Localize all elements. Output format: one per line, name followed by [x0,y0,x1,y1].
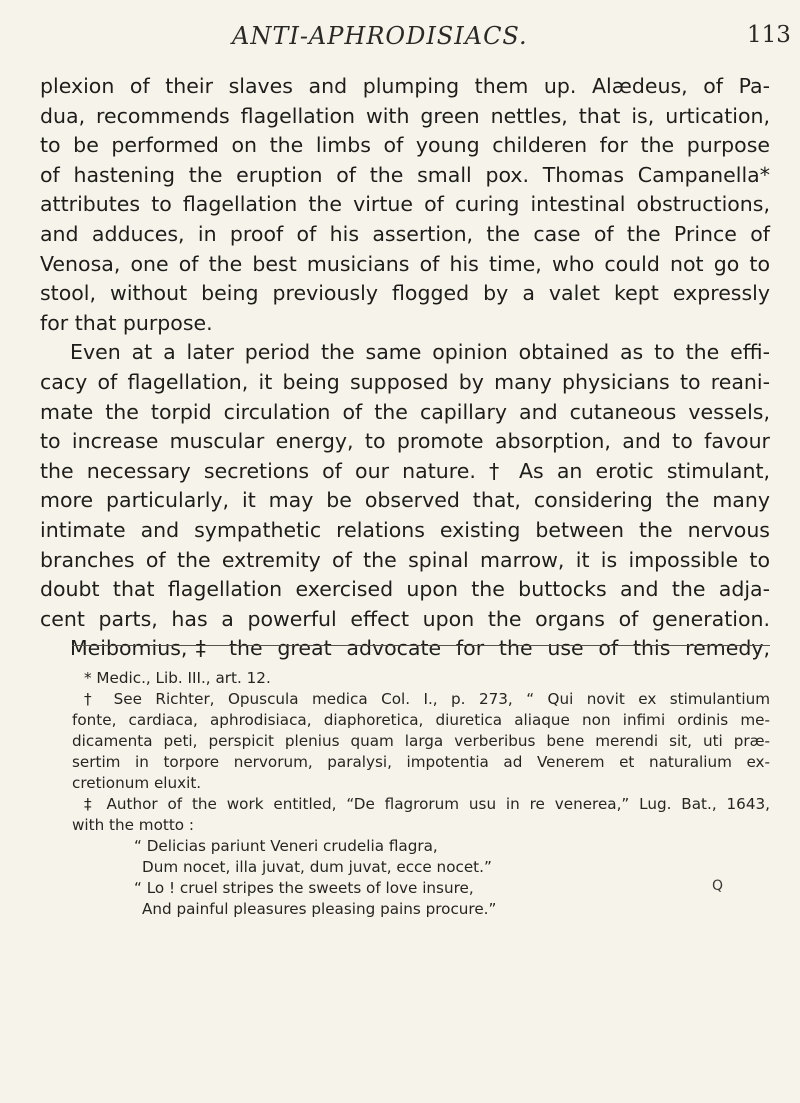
body-line: Venosa, one of the best musicians of his time, who could not go to [40,251,770,276]
footnote-2-line: cretionum eluxit. [72,774,202,792]
body-line: attributes to flagellation the virtue of curing intestinal obstructions, [40,192,770,217]
footnote-3-line: ‡ Author of the work entitled, “De flagrorum usu in re venerea,” Lug. Bat., 1643, [84,795,770,813]
body-line: cacy of flagellation, it being supposed by many physicians to reani- [40,369,770,394]
footnote-divider [72,645,770,646]
body-line: doubt that flagellation exercised upon the buttocks and the adja- [40,577,770,602]
running-title: ANTI-APHRODISIACS. [232,22,528,50]
verse-line: And painful pleasures pleasing pains procure.” [142,900,497,918]
footnote-2-line: † See Richter, Opuscula medica Col. I., p. 273, “ Qui novit ex stimulantium [84,690,770,708]
body-line: cent parts, has a powerful effect upon the organs of generation. [40,606,770,631]
verse-line: “ Lo ! cruel stripes the sweets of love insure, [134,879,474,897]
body-line: the necessary secretions of our nature. † As an erotic stimulant, [40,458,770,483]
body-text [40,72,770,664]
footnotes [72,668,770,920]
body-line: intimate and sympathetic relations existing between the nervous [40,517,770,542]
body-line: branches of the extremity of the spinal marrow, it is impossible to [40,547,770,572]
body-line: to increase muscular energy, to promote absorption, and to favour [40,429,770,454]
verse-line: Dum nocet, illa juvat, dum juvat, ecce nocet.” [142,858,492,876]
body-line: more particularly, it may be observed that, considering the many [40,488,770,513]
signature-mark: Q [712,878,724,894]
verse-line: “ Delicias pariunt Veneri crudelia flagra, [134,837,438,855]
footnote-1: * Medic., Lib. III., art. 12. [84,669,271,687]
footnote-2-line: sertim in torpore nervorum, paralysi, impotentia ad Venerem et naturalium ex- [72,753,770,771]
page-number: 113 [747,22,791,48]
body-line: mate the torpid circulation of the capillary and cutaneous vessels, [40,399,770,424]
footnote-3-line: with the motto : [72,816,195,834]
body-line: for that purpose. [40,310,213,335]
body-line: plexion of their slaves and plumping them up. Alædeus, of Pa- [40,74,770,98]
footnote-2-line: dicamenta peti, perspicit plenius quam larga verberibus bene merendi sit, uti præ- [72,732,770,750]
running-head [0,22,800,62]
body-line: to be performed on the limbs of young childeren for the purpose [40,133,770,158]
body-line: stool, without being previously flogged by a valet kept expressly [40,281,770,306]
body-line: of hastening the eruption of the small pox. Thomas Campanella* [40,162,770,187]
body-line: Even at a later period the same opinion obtained as to the effi- [70,340,770,365]
body-line: and adduces, in proof of his assertion, the case of the Prince of [40,221,770,246]
body-line: dua, recommends flagellation with green nettles, that is, urtication, [40,103,770,128]
footnote-2-line: fonte, cardiaca, aphrodisiaca, diaphoretica, diuretica aliaque non infimi ordinis me- [72,711,770,729]
body-line: Meibomius,‡ the great advocate for the use of this remedy, [70,636,770,661]
